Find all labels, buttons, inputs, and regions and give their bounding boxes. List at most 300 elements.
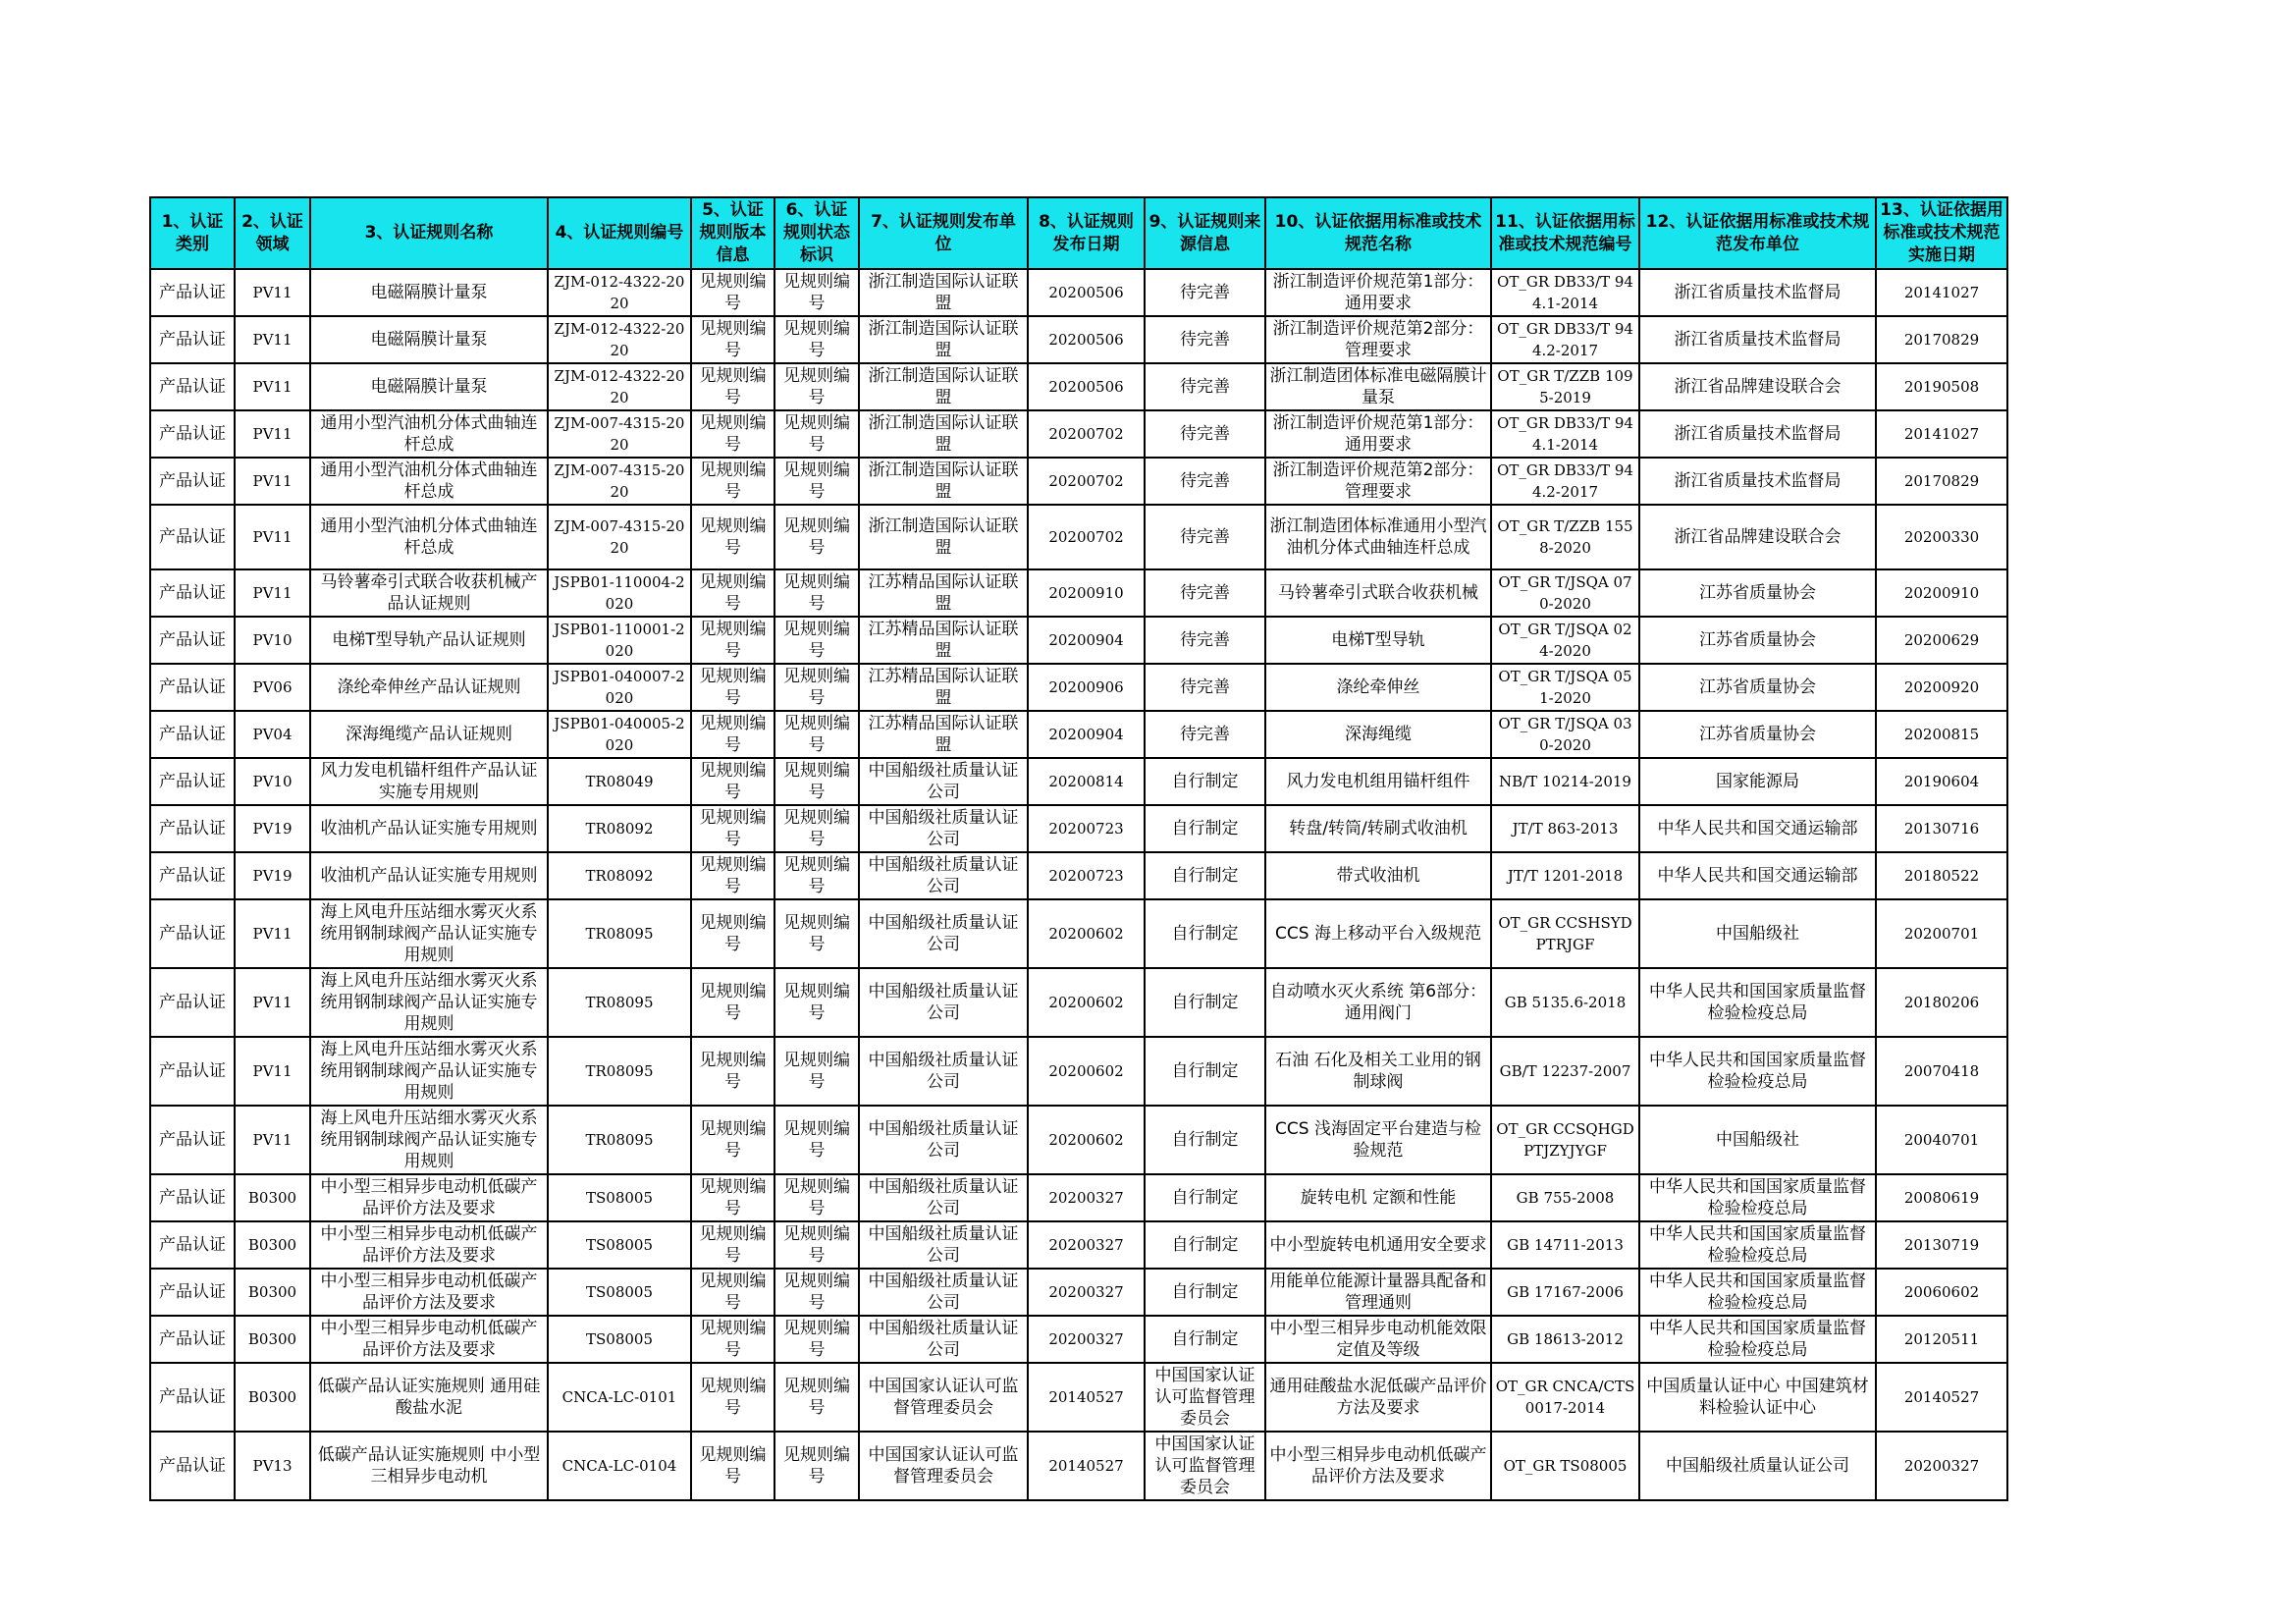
table-cell[interactable] [774, 968, 859, 1037]
table-cell[interactable] [774, 1269, 859, 1316]
table-cell[interactable] [235, 569, 310, 617]
table-cell[interactable] [150, 410, 235, 458]
table-cell[interactable] [310, 410, 548, 458]
table-cell[interactable] [1639, 363, 1876, 410]
table-cell[interactable] [548, 664, 691, 711]
table-cell[interactable] [1491, 316, 1639, 363]
table-cell[interactable] [1028, 1106, 1145, 1174]
table-cell[interactable] [859, 852, 1028, 899]
table-cell[interactable] [1876, 899, 2007, 968]
table-row [150, 1174, 2007, 1221]
table-cell[interactable] [859, 316, 1028, 363]
table-cell[interactable] [691, 1363, 774, 1432]
table-cell[interactable] [859, 758, 1028, 805]
table-cell[interactable] [1876, 852, 2007, 899]
table-cell[interactable] [548, 711, 691, 758]
table-cell[interactable] [150, 458, 235, 505]
table-cell[interactable] [1491, 410, 1639, 458]
table-cell[interactable] [1265, 505, 1491, 569]
table-cell[interactable] [1028, 1037, 1145, 1106]
table-cell[interactable] [1639, 1432, 1876, 1500]
table-cell[interactable] [774, 1432, 859, 1500]
table-cell[interactable] [774, 505, 859, 569]
table-cell[interactable] [691, 1221, 774, 1269]
table-cell[interactable] [1639, 852, 1876, 899]
table-cell[interactable] [1028, 711, 1145, 758]
table-cell[interactable] [548, 363, 691, 410]
table-cell[interactable] [1639, 899, 1876, 968]
table-cell[interactable] [1265, 1269, 1491, 1316]
table-cell[interactable] [774, 899, 859, 968]
table-cell[interactable] [1491, 805, 1639, 852]
table-cell[interactable] [1876, 711, 2007, 758]
table-cell[interactable] [1028, 458, 1145, 505]
table-cell[interactable] [1639, 805, 1876, 852]
table-cell[interactable] [548, 569, 691, 617]
table-cell[interactable] [310, 1269, 548, 1316]
table-cell[interactable] [310, 316, 548, 363]
table-cell[interactable] [235, 968, 310, 1037]
table-cell[interactable] [150, 968, 235, 1037]
table-cell[interactable] [235, 363, 310, 410]
table-cell[interactable] [548, 968, 691, 1037]
table-cell[interactable] [859, 1174, 1028, 1221]
table-cell[interactable] [235, 852, 310, 899]
table-cell[interactable] [1145, 1316, 1265, 1363]
table-cell[interactable] [1265, 1363, 1491, 1432]
table-cell[interactable] [1145, 805, 1265, 852]
table-cell[interactable] [1265, 852, 1491, 899]
table-cell[interactable] [548, 805, 691, 852]
table-cell[interactable] [1028, 505, 1145, 569]
table-cell[interactable] [310, 664, 548, 711]
table-cell[interactable] [1145, 1106, 1265, 1174]
table-cell[interactable] [1639, 664, 1876, 711]
table-cell[interactable] [310, 899, 548, 968]
table-cell[interactable] [1876, 968, 2007, 1037]
table-cell[interactable] [150, 1432, 235, 1500]
table-cell[interactable] [548, 899, 691, 968]
table-cell[interactable] [774, 852, 859, 899]
table-cell[interactable] [235, 1432, 310, 1500]
table-cell[interactable] [548, 505, 691, 569]
table-cell[interactable] [691, 805, 774, 852]
table-cell[interactable] [1028, 269, 1145, 316]
table-cell[interactable] [1639, 617, 1876, 664]
table-cell[interactable] [548, 316, 691, 363]
table-cell[interactable] [859, 805, 1028, 852]
table-cell[interactable] [774, 805, 859, 852]
table-cell[interactable] [1145, 269, 1265, 316]
table-cell[interactable] [235, 1221, 310, 1269]
table-cell[interactable] [548, 410, 691, 458]
table-cell[interactable] [691, 269, 774, 316]
table-cell[interactable] [691, 569, 774, 617]
table-cell[interactable] [1639, 1106, 1876, 1174]
table-cell[interactable] [1265, 569, 1491, 617]
table-cell[interactable] [310, 505, 548, 569]
table-cell[interactable] [150, 711, 235, 758]
table-cell[interactable] [1028, 664, 1145, 711]
table-cell[interactable] [1491, 1174, 1639, 1221]
table-cell[interactable] [859, 1432, 1028, 1500]
table-cell[interactable] [1491, 569, 1639, 617]
table-cell[interactable] [1639, 1269, 1876, 1316]
table-cell[interactable] [1265, 664, 1491, 711]
table-cell[interactable] [310, 569, 548, 617]
table-cell[interactable] [1639, 569, 1876, 617]
table-cell[interactable] [774, 617, 859, 664]
table-cell[interactable] [691, 505, 774, 569]
table-cell[interactable] [1028, 1221, 1145, 1269]
table-cell[interactable] [235, 505, 310, 569]
table-cell[interactable] [691, 1432, 774, 1500]
table-cell[interactable] [1265, 711, 1491, 758]
table-cell[interactable] [1265, 1174, 1491, 1221]
table-cell[interactable] [150, 617, 235, 664]
table-cell[interactable] [1145, 758, 1265, 805]
table-cell[interactable] [1639, 1221, 1876, 1269]
table-cell[interactable] [859, 410, 1028, 458]
table-cell[interactable] [1145, 1221, 1265, 1269]
table-cell[interactable] [1028, 968, 1145, 1037]
table-cell[interactable] [859, 269, 1028, 316]
table-cell[interactable] [235, 410, 310, 458]
table-cell[interactable] [691, 852, 774, 899]
table-cell[interactable] [774, 664, 859, 711]
table-cell[interactable] [235, 899, 310, 968]
table-cell[interactable] [1491, 1221, 1639, 1269]
table-cell[interactable] [150, 1106, 235, 1174]
table-cell[interactable] [235, 711, 310, 758]
table-cell[interactable] [1145, 505, 1265, 569]
table-cell[interactable] [548, 1316, 691, 1363]
table-cell[interactable] [1639, 711, 1876, 758]
table-cell[interactable] [235, 1174, 310, 1221]
table-cell[interactable] [1028, 617, 1145, 664]
table-cell[interactable] [548, 1106, 691, 1174]
table-cell[interactable] [548, 1363, 691, 1432]
table-cell[interactable] [235, 758, 310, 805]
table-cell[interactable] [859, 363, 1028, 410]
table-cell[interactable] [1876, 363, 2007, 410]
table-cell[interactable] [1491, 852, 1639, 899]
table-cell[interactable] [1491, 968, 1639, 1037]
table-cell[interactable] [1491, 617, 1639, 664]
table-cell[interactable] [310, 363, 548, 410]
table-cell[interactable] [691, 316, 774, 363]
table-cell[interactable] [1145, 1363, 1265, 1432]
table-cell[interactable] [691, 899, 774, 968]
table-cell[interactable] [548, 617, 691, 664]
table-cell[interactable] [150, 1037, 235, 1106]
table-cell[interactable] [310, 1316, 548, 1363]
table-cell[interactable] [859, 711, 1028, 758]
table-cell[interactable] [859, 458, 1028, 505]
table-cell[interactable] [1265, 458, 1491, 505]
table-cell[interactable] [1028, 569, 1145, 617]
table-cell[interactable] [310, 1432, 548, 1500]
table-cell[interactable] [150, 758, 235, 805]
table-cell[interactable] [150, 899, 235, 968]
table-cell[interactable] [1265, 805, 1491, 852]
table-cell[interactable] [1145, 1037, 1265, 1106]
table-cell[interactable] [1028, 1316, 1145, 1363]
table-cell[interactable] [691, 1037, 774, 1106]
table-cell[interactable] [1145, 363, 1265, 410]
table-cell[interactable] [150, 505, 235, 569]
table-cell[interactable] [1145, 711, 1265, 758]
table-cell[interactable] [691, 363, 774, 410]
table-cell[interactable] [1491, 1363, 1639, 1432]
table-cell[interactable] [150, 1174, 235, 1221]
table-cell[interactable] [1028, 1432, 1145, 1500]
table-cell[interactable] [235, 617, 310, 664]
table-cell[interactable] [1639, 1363, 1876, 1432]
table-cell[interactable] [150, 1221, 235, 1269]
table-cell[interactable] [691, 1174, 774, 1221]
table-cell[interactable] [310, 968, 548, 1037]
table-cell[interactable] [1028, 1174, 1145, 1221]
table-cell[interactable] [548, 758, 691, 805]
table-cell[interactable] [235, 1269, 310, 1316]
table-cell[interactable] [1491, 458, 1639, 505]
table-cell[interactable] [150, 1316, 235, 1363]
table-cell[interactable] [1876, 805, 2007, 852]
table-cell[interactable] [691, 1106, 774, 1174]
table-cell[interactable] [1028, 852, 1145, 899]
table-cell[interactable] [859, 617, 1028, 664]
table-cell[interactable] [1639, 1037, 1876, 1106]
table-cell[interactable] [150, 316, 235, 363]
table-cell[interactable] [859, 569, 1028, 617]
table-cell[interactable] [774, 569, 859, 617]
table-cell[interactable] [1876, 316, 2007, 363]
table-cell[interactable] [1491, 1269, 1639, 1316]
table-cell[interactable] [1028, 1363, 1145, 1432]
table-cell[interactable] [1491, 269, 1639, 316]
table-cell[interactable] [1028, 410, 1145, 458]
table-cell[interactable] [310, 1174, 548, 1221]
table-cell[interactable] [1145, 410, 1265, 458]
table-cell[interactable] [1265, 363, 1491, 410]
table-cell[interactable] [1145, 569, 1265, 617]
table-cell[interactable] [1145, 458, 1265, 505]
table-cell[interactable] [1265, 1432, 1491, 1500]
table-cell[interactable] [1876, 1106, 2007, 1174]
table-cell[interactable] [1876, 458, 2007, 505]
table-cell[interactable] [150, 569, 235, 617]
table-cell[interactable] [235, 1106, 310, 1174]
table-cell[interactable] [1145, 617, 1265, 664]
table-cell[interactable] [774, 269, 859, 316]
table-cell[interactable] [1265, 410, 1491, 458]
table-cell[interactable] [774, 1316, 859, 1363]
table-cell[interactable] [1028, 316, 1145, 363]
table-cell[interactable] [310, 458, 548, 505]
table-cell[interactable] [150, 1363, 235, 1432]
table-cell[interactable] [774, 363, 859, 410]
table-cell[interactable] [310, 1106, 548, 1174]
table-cell[interactable] [1876, 269, 2007, 316]
table-cell[interactable] [1876, 617, 2007, 664]
table-cell[interactable] [150, 1269, 235, 1316]
table-cell[interactable] [1639, 269, 1876, 316]
table-cell[interactable] [1491, 711, 1639, 758]
table-cell[interactable] [691, 664, 774, 711]
table-cell[interactable] [1491, 758, 1639, 805]
table-cell[interactable] [774, 711, 859, 758]
table-cell[interactable] [1491, 1037, 1639, 1106]
table-cell[interactable] [235, 269, 310, 316]
table-cell[interactable] [310, 617, 548, 664]
table-cell[interactable] [310, 805, 548, 852]
table-cell[interactable] [774, 758, 859, 805]
table-cell[interactable] [548, 1221, 691, 1269]
table-cell[interactable] [1876, 505, 2007, 569]
table-cell[interactable] [691, 617, 774, 664]
table-cell[interactable] [235, 805, 310, 852]
table-cell[interactable] [859, 1037, 1028, 1106]
table-cell[interactable] [1491, 1106, 1639, 1174]
table-cell[interactable] [1265, 269, 1491, 316]
table-cell[interactable] [1639, 1174, 1876, 1221]
table-cell[interactable] [548, 458, 691, 505]
table-cell[interactable] [235, 1316, 310, 1363]
table-cell[interactable] [548, 1269, 691, 1316]
table-cell[interactable] [1028, 1269, 1145, 1316]
table-cell[interactable] [1145, 899, 1265, 968]
table-cell[interactable] [1265, 1316, 1491, 1363]
table-cell[interactable] [774, 1363, 859, 1432]
table-cell[interactable] [1876, 569, 2007, 617]
table-cell[interactable] [774, 316, 859, 363]
table-cell[interactable] [1145, 1174, 1265, 1221]
table-cell[interactable] [1265, 758, 1491, 805]
table-cell[interactable] [691, 410, 774, 458]
table-cell[interactable] [1265, 1106, 1491, 1174]
table-cell[interactable] [859, 1316, 1028, 1363]
table-cell[interactable] [548, 1037, 691, 1106]
table-cell[interactable] [548, 852, 691, 899]
table-cell[interactable] [691, 458, 774, 505]
table-cell[interactable] [310, 1221, 548, 1269]
table-cell[interactable] [1876, 664, 2007, 711]
table-cell[interactable] [1028, 363, 1145, 410]
table-cell[interactable] [1491, 505, 1639, 569]
table-cell[interactable] [1876, 410, 2007, 458]
table-cell[interactable] [1639, 1316, 1876, 1363]
table-cell[interactable] [691, 758, 774, 805]
table-cell[interactable] [1876, 1174, 2007, 1221]
table-cell[interactable] [859, 1221, 1028, 1269]
table-cell[interactable] [150, 664, 235, 711]
table-cell[interactable] [859, 505, 1028, 569]
table-cell[interactable] [1876, 1432, 2007, 1500]
table-cell[interactable] [310, 1037, 548, 1106]
table-cell[interactable] [150, 269, 235, 316]
table-cell[interactable] [859, 1269, 1028, 1316]
table-cell[interactable] [548, 1432, 691, 1500]
table-cell[interactable] [691, 1269, 774, 1316]
table-cell[interactable] [548, 1174, 691, 1221]
table-cell[interactable] [1491, 1432, 1639, 1500]
table-cell[interactable] [1145, 664, 1265, 711]
table-cell[interactable] [774, 458, 859, 505]
table-cell[interactable] [1145, 1269, 1265, 1316]
table-cell[interactable] [310, 269, 548, 316]
table-cell[interactable] [1145, 852, 1265, 899]
table-cell[interactable] [1876, 1316, 2007, 1363]
table-cell[interactable] [1265, 899, 1491, 968]
table-cell[interactable] [1639, 458, 1876, 505]
table-cell[interactable] [1145, 968, 1265, 1037]
table-cell[interactable] [774, 1221, 859, 1269]
table-cell[interactable] [1876, 1363, 2007, 1432]
table-cell[interactable] [150, 852, 235, 899]
table-cell[interactable] [235, 1363, 310, 1432]
table-cell[interactable] [150, 805, 235, 852]
table-cell[interactable] [1639, 316, 1876, 363]
table-cell[interactable] [1265, 1221, 1491, 1269]
table-cell[interactable] [235, 1037, 310, 1106]
table-cell[interactable] [691, 968, 774, 1037]
table-cell[interactable] [1265, 617, 1491, 664]
table-cell[interactable] [1491, 664, 1639, 711]
table-cell[interactable] [150, 363, 235, 410]
table-cell[interactable] [1639, 410, 1876, 458]
table-cell[interactable] [1639, 758, 1876, 805]
table-cell[interactable] [1028, 758, 1145, 805]
table-cell[interactable] [235, 316, 310, 363]
table-cell[interactable] [859, 899, 1028, 968]
table-cell[interactable] [1876, 1037, 2007, 1106]
table-cell[interactable] [548, 269, 691, 316]
table-cell[interactable] [774, 1174, 859, 1221]
table-cell[interactable] [1265, 1037, 1491, 1106]
table-cell[interactable] [1265, 316, 1491, 363]
table-cell[interactable] [1265, 968, 1491, 1037]
table-cell[interactable] [859, 664, 1028, 711]
table-cell[interactable] [310, 852, 548, 899]
table-cell[interactable] [774, 1106, 859, 1174]
table-cell[interactable] [310, 758, 548, 805]
table-cell[interactable] [774, 1037, 859, 1106]
table-cell[interactable] [774, 410, 859, 458]
table-cell[interactable] [1639, 505, 1876, 569]
table-cell[interactable] [1145, 316, 1265, 363]
table-cell[interactable] [1491, 899, 1639, 968]
table-cell[interactable] [1876, 1269, 2007, 1316]
table-cell[interactable] [691, 711, 774, 758]
table-cell[interactable] [1028, 899, 1145, 968]
table-cell[interactable] [1491, 1316, 1639, 1363]
table-cell[interactable] [1876, 758, 2007, 805]
table-cell[interactable] [1145, 1432, 1265, 1500]
table-cell[interactable] [859, 1106, 1028, 1174]
table-cell[interactable] [859, 968, 1028, 1037]
table-cell[interactable] [1639, 968, 1876, 1037]
table-cell[interactable] [310, 711, 548, 758]
table-cell[interactable] [1491, 363, 1639, 410]
table-cell[interactable] [310, 1363, 548, 1432]
table-cell[interactable] [235, 458, 310, 505]
table-cell[interactable] [1876, 1221, 2007, 1269]
table-cell[interactable] [1028, 805, 1145, 852]
table-cell[interactable] [235, 664, 310, 711]
table-cell[interactable] [859, 1363, 1028, 1432]
table-cell[interactable] [691, 1316, 774, 1363]
